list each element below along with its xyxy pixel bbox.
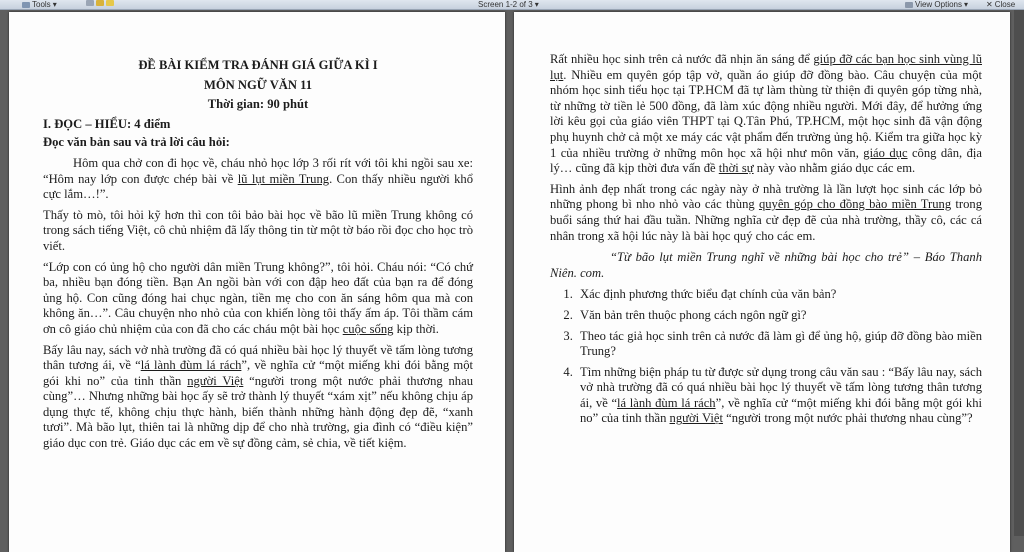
question-4: 4. Tìm những biện pháp tu từ được sử dụng trong câu văn sau : “Bấy lâu nay, sách vở nhà trường đã có quá nhiều bài học lý thuyết về tấm lòng tương thân tương ái, về “lá lành đùm lá rách”, về nghĩa cử “một miếng khi đói bằng một gói khi no” của tinh thần người Việt “người trong một nước phải thương nhau cùng”? bbox=[576, 365, 982, 427]
close-icon: ✕ bbox=[986, 0, 993, 9]
highlighter-icon[interactable] bbox=[96, 0, 104, 6]
instruction: Đọc văn bản sau và trả lời câu hỏi: bbox=[43, 135, 230, 150]
paragraph-2: Thấy tò mò, tôi hỏi kỹ hơn thì con tôi bảo bài học về bão lũ miền Trung không có trong sách tiếng Việt, cô chủ nhiệm đã lấy thông tin từ một tờ báo rồi đọc cho học trò viết. bbox=[43, 207, 473, 253]
question-list bbox=[550, 287, 982, 427]
chevron-down-icon: ▾ bbox=[964, 0, 969, 9]
toolbar-icons bbox=[86, 0, 114, 6]
paragraph-4: Bấy lâu nay, sách vở nhà trường đã có quá nhiều bài học lý thuyết về tấm lòng tương thân tương ái, về “lá lành đùm lá rách”, về nghĩa cử “một miếng khi đói bằng một gói khi no” của tinh thần người Việt “người trong một nước phải thương nhau cùng”… Nhưng những bài học ấy sẽ trở thành lý thuyết “xám xịt” nếu không chịu áp dụng thực tế, không chịu thực hành, biến thành những hành động đẹp đẽ, “xanh tươi”. Mà bão lụt, thiên tai là những dịp để cho nhà trường, gia đình có “điều kiện” giáo dục con trẻ. Giáo dục các em về sự đồng cảm, sẻ chia, về tiết kiệm. bbox=[43, 342, 473, 451]
vertical-scrollbar[interactable] bbox=[1014, 10, 1024, 536]
chevron-down-icon: ▾ bbox=[52, 0, 57, 9]
exam-time: Thời gian: 90 phút bbox=[207, 97, 309, 112]
screen-label: Screen 1-2 of 3 bbox=[478, 0, 533, 9]
document-page-1 bbox=[9, 12, 505, 552]
reader-toolbar bbox=[0, 0, 1024, 10]
screen-selector[interactable] bbox=[478, 0, 539, 9]
tools-icon bbox=[22, 2, 30, 8]
view-options-menu[interactable] bbox=[905, 0, 968, 9]
page-2-content bbox=[550, 52, 982, 432]
question-3: 3. Theo tác giả học sinh trên cả nước đã làm gì để ủng hộ, giúp đỡ đồng bào miền Trung? bbox=[576, 329, 982, 360]
paragraph-1: Hôm qua chở con đi học về, cháu nhỏ học lớp 3 rối rít với tôi khi ngồi sau xe: “Hôm nay lớp con được chép bài về lũ lụt miền Trung. Con thấy nhiều người khổ cực lắm…!”. bbox=[43, 155, 473, 202]
page-1-content bbox=[43, 58, 473, 452]
exam-title: ĐỀ BÀI KIỂM TRA ĐÁNH GIÁ GIỮA KÌ I bbox=[138, 58, 378, 72]
paragraph-5: Rất nhiều học sinh trên cả nước đã nhịn ăn sáng để giúp đỡ các bạn học sinh vùng lũ lụt. Nhiều em quyên góp tập vở, quần áo giúp đỡ đồng bào. Câu chuyện của một nhóm học sinh tiểu học tại TP.HCM đã tự làm thùng từ thiện đi quyên góp từng nhà, từ những tờ tiền lẻ 500 đồng, đã làm xúc động nhiều người. Mới đây, để hưởng ứng lời kêu gọi của giáo viên THPT tại Q.Tân Phú, TP.HCM, một học sinh đã vận động phụ huynh chở cả một xe máy các vật phẩm đến trường ủng hộ. Kiểm tra giữa học kỳ 1 của nhiều trường ở những môn học xã hội như môn văn, giáo dục công dân, địa lý… cũng đã kịp thời đưa vấn đề thời sự này vào nhằm giáo dục các em. bbox=[550, 52, 982, 176]
paragraph-3: “Lớp con có ủng hộ cho người dân miền Trung không?”, tôi hỏi. Cháu nói: “Có chứ ba, nhiều bạn đóng tiền. Bạn An ngồi bàn với con đập heo đất của bạn ra để đóng ủng hộ. Con cũng đóng hai chục ngàn, tiền mẹ cho con ăn sáng hôm qua mà con không ăn…”. Câu chuyện nho nhỏ của con khiến lòng tôi thấy ấm áp. Tôi thầm cám ơn cô giáo chủ nhiệm của con đã cho các cháu một bài học cuộc sống kịp thời. bbox=[43, 259, 473, 336]
paragraph-6: Hình ảnh đẹp nhất trong các ngày này ở nhà trường là lần lượt học sinh các lớp bỏ những phong bì nho nhỏ vào các thùng quyên góp cho đồng bào miền Trung trong buổi sáng thứ hai đầu tuần. Những nghĩa cử đẹp đẽ của nhà trường, thầy cô, các cá nhân trong xã hội lúc này là bài học quý cho các em. bbox=[550, 181, 983, 243]
chevron-down-icon: ▾ bbox=[534, 0, 539, 9]
close-label: Close bbox=[994, 0, 1016, 9]
scissors-icon[interactable] bbox=[86, 0, 94, 6]
section-heading: I. ĐỌC – HIỂU: 4 điểm bbox=[43, 116, 171, 131]
view-options-icon bbox=[905, 2, 913, 8]
exam-subject: MÔN NGỮ VĂN 11 bbox=[203, 77, 313, 92]
question-1: 1. Xác định phương thức biểu đạt chính của văn bản? bbox=[576, 287, 982, 303]
source-citation: “Từ bão lụt miền Trung nghĩ về những bài học cho trẻ” – Báo Thanh Niên. com. bbox=[550, 250, 982, 280]
tools-menu[interactable] bbox=[22, 0, 57, 9]
tools-label: Tools bbox=[32, 0, 51, 9]
document-page-2 bbox=[514, 12, 1010, 552]
close-button[interactable] bbox=[986, 0, 1015, 9]
question-2: 2. Văn bản trên thuộc phong cách ngôn ngữ gì? bbox=[576, 308, 982, 324]
note-icon[interactable] bbox=[106, 0, 114, 6]
view-options-label: View Options bbox=[915, 0, 962, 9]
